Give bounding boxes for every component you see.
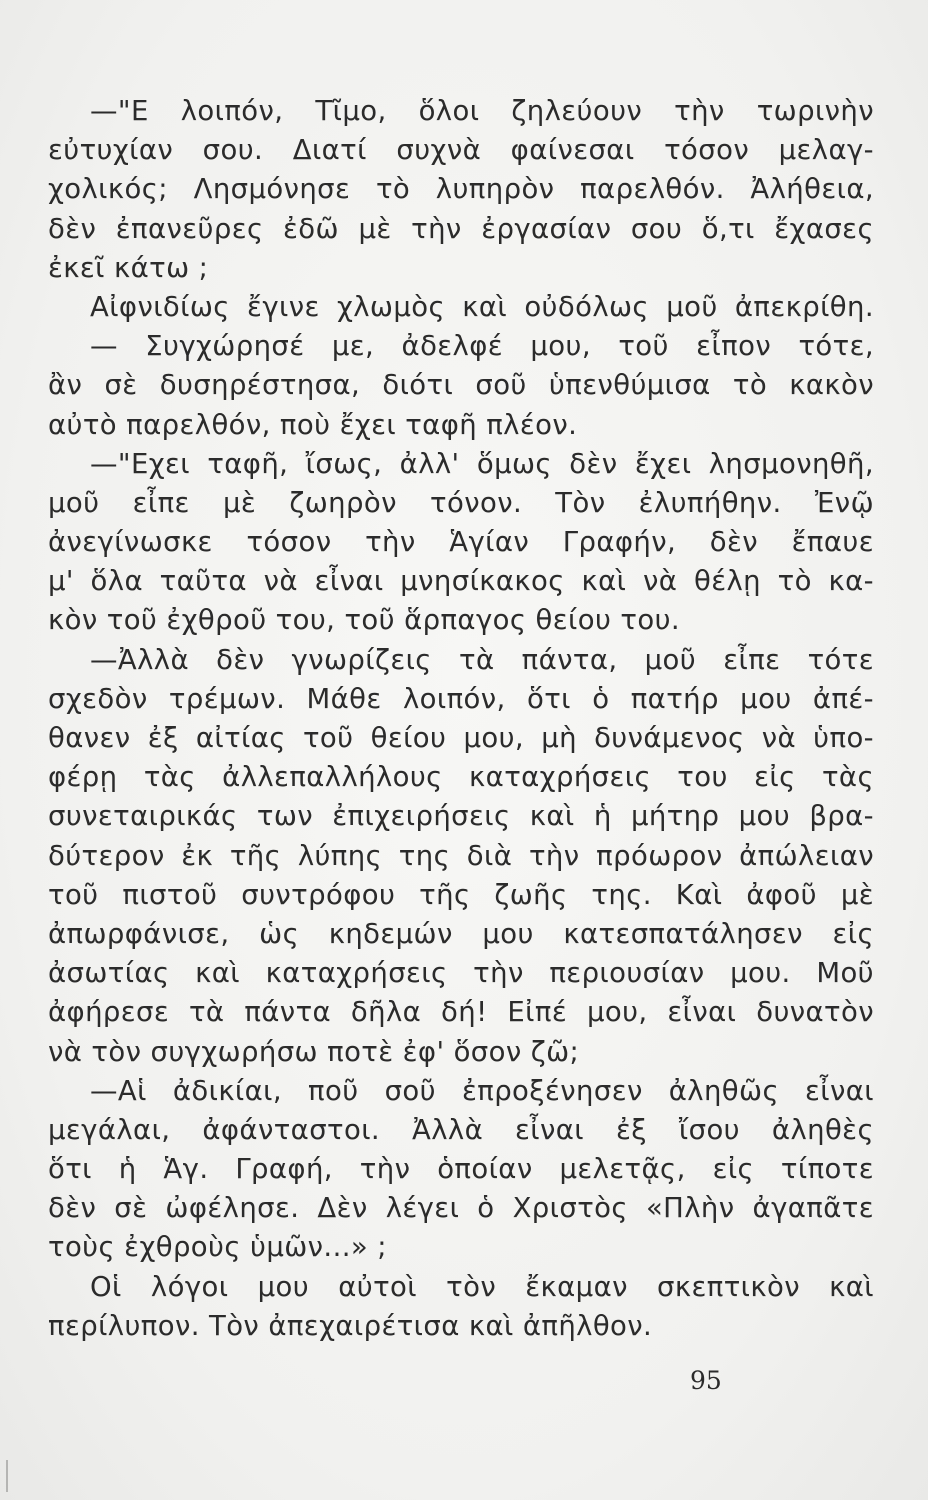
text-line: μ' ὅλα ταῦτα νὰ εἶναι μνησίκακος καὶ νὰ θέλῃ τὸ κα- bbox=[48, 565, 874, 598]
text-line: —"Ε λοιπόν, Τῖμο, ὅλοι ζηλεύουν τὴν τωρινὴν bbox=[90, 95, 874, 127]
text-line: —"Εχει ταφῆ, ἴσως, ἀλλ' ὅμως δὲν ἔχει λησμονηθῆ, bbox=[90, 447, 874, 480]
text-line: περίλυπον. Τὸν ἀπεχαιρέτισα καὶ ἀπῆλθον. bbox=[48, 1309, 653, 1342]
text-line: ἀπωρφάνισε, ὡς κηδεμών μου κατεσπατάλησεν εἰς bbox=[48, 917, 874, 950]
text-line: ὅτι ἡ Ἁγ. Γραφή, τὴν ὁποίαν μελετᾷς, εἰς τίποτε bbox=[48, 1153, 874, 1186]
text-line: ἂν σὲ δυσηρέστησα, διότι σοῦ ὑπενθύμισα τὸ κακὸν bbox=[48, 369, 874, 402]
text-line: δὲν ἐπανεῦρες ἐδῶ μὲ τὴν ἐργασίαν σου ὅ,τι ἔχασες bbox=[48, 212, 874, 245]
text-line: τοὺς ἐχθροὺς ὑμῶν...» ; bbox=[48, 1231, 387, 1264]
text-line: σχεδὸν τρέμων. Μάθε λοιπόν, ὅτι ὁ πατήρ μου ἀπέ- bbox=[48, 682, 874, 715]
text-line: κὸν τοῦ ἐχθροῦ του, τοῦ ἅρπαγος θείου του. bbox=[48, 604, 681, 637]
body-text bbox=[48, 92, 874, 1346]
text-line: μεγάλαι, ἀφάνταστοι. Ἀλλὰ εἶναι ἐξ ἴσου ἀληθὲς bbox=[48, 1113, 874, 1146]
text-line: αὐτὸ παρελθόν, ποὺ ἔχει ταφῆ πλέον. bbox=[48, 408, 578, 441]
text-line: — Συγχώρησέ με, ἀδελφέ μου, τοῦ εἶπον τότε, bbox=[90, 330, 874, 363]
page-number: 95 bbox=[690, 1366, 722, 1395]
text-line: χολικός; Λησμόνησε τὸ λυπηρὸν παρελθόν. Ἀλήθεια, bbox=[48, 173, 874, 206]
scan-edge-mark bbox=[6, 1460, 8, 1492]
text-line: —Αἱ ἀδικίαι, ποῦ σοῦ ἐπροξένησεν ἀληθῶς εἶναι bbox=[90, 1074, 874, 1107]
text-line: Οἱ λόγοι μου αὐτοὶ τὸν ἔκαμαν σκεπτικὸν καὶ bbox=[90, 1270, 874, 1303]
text-line: φέρῃ τὰς ἀλλεπαλλήλους καταχρήσεις του εἰς τὰς bbox=[48, 761, 874, 794]
text-line: συνεταιρικάς των ἐπιχειρήσεις καὶ ἡ μήτηρ μου βρα- bbox=[48, 800, 874, 833]
text-line: ἀνεγίνωσκε τόσον τὴν Ἁγίαν Γραφήν, δὲν ἔπαυε bbox=[48, 526, 874, 559]
text-line: —Ἀλλὰ δὲν γνωρίζεις τὰ πάντα, μοῦ εἶπε τότε bbox=[90, 643, 874, 676]
text-line: δύτερον ἐκ τῆς λύπης της διὰ τὴν πρόωρον ἀπώλειαν bbox=[48, 839, 874, 872]
text-line: ἀφήρεσε τὰ πάντα δῆλα δή! Εἰπέ μου, εἶναι δυνατὸν bbox=[48, 996, 874, 1029]
text-line: ἐκεῖ κάτω ; bbox=[48, 251, 209, 284]
text-line: θανεν ἐξ αἰτίας τοῦ θείου μου, μὴ δυνάμενος νὰ ὑπο- bbox=[48, 722, 874, 754]
text-line: Αἰφνιδίως ἔγινε χλωμὸς καὶ οὐδόλως μοῦ ἀπεκρίθη. bbox=[90, 290, 874, 323]
text-line: τοῦ πιστοῦ συντρόφου τῆς ζωῆς της. Καὶ ἀφοῦ μὲ bbox=[48, 878, 874, 911]
text-line: δὲν σὲ ὠφέλησε. Δὲν λέγει ὁ Χριστὸς «Πλὴν ἀγαπᾶτε bbox=[48, 1192, 874, 1225]
text-line: ἀσωτίας καὶ καταχρήσεις τὴν περιουσίαν μου. Μοῦ bbox=[48, 957, 874, 990]
text-line: εὐτυχίαν σου. Διατί συχνὰ φαίνεσαι τόσον μελαγ- bbox=[48, 134, 874, 167]
text-line: μοῦ εἶπε μὲ ζωηρὸν τόνον. Τὸν ἐλυπήθην. Ἐνῷ bbox=[48, 486, 874, 519]
text-line: νὰ τὸν συγχωρήσω ποτὲ ἐφ' ὅσον ζῶ; bbox=[48, 1035, 580, 1068]
